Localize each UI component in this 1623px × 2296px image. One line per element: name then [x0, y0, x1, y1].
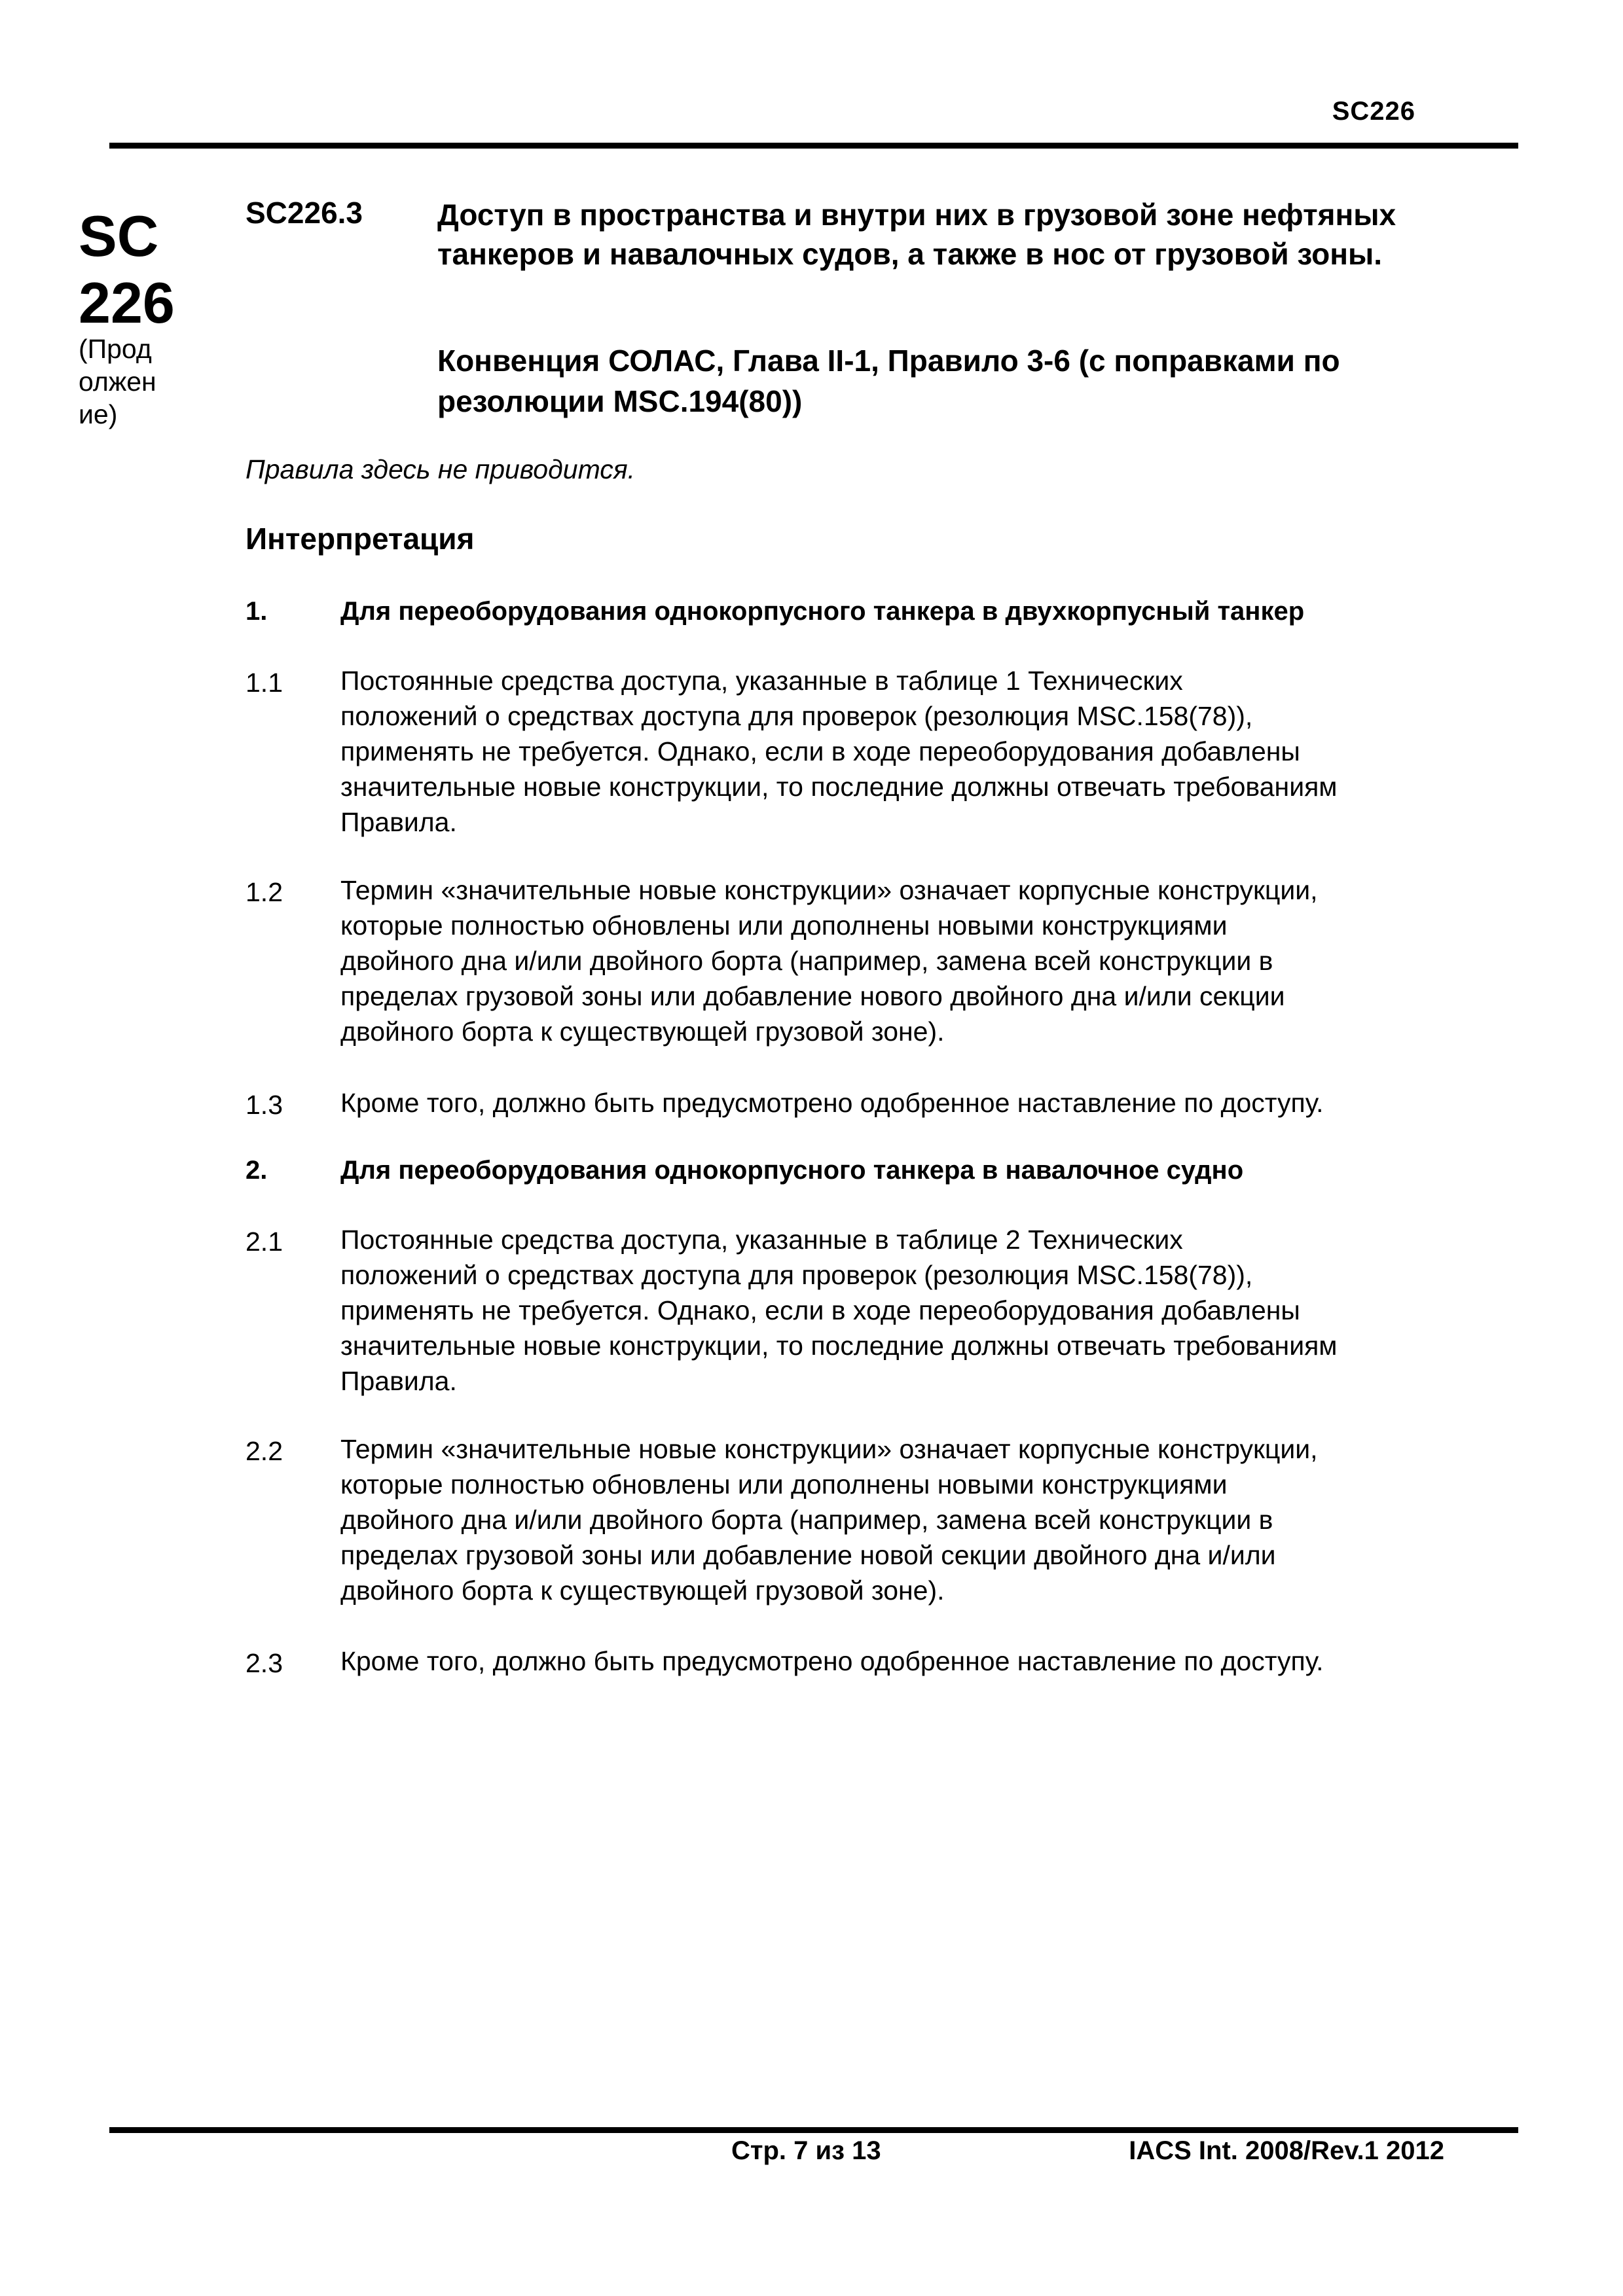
footer-rule [109, 2127, 1518, 2133]
part-heading: Для переоборудования однокорпусного танкера в двухкорпусный танкер [340, 597, 1305, 626]
paragraph-text: Кроме того, должно быть предусмотрено одобренное наставление по доступу. [340, 1646, 1324, 1676]
part-number: 2. [246, 1156, 268, 1185]
paragraph-text: Кроме того, должно быть предусмотрено одобренное наставление по доступу. [340, 1088, 1324, 1118]
paragraph-number: 2.1 [246, 1227, 283, 1257]
paragraph-text: Постоянные средства доступа, указанные в таблице 2 Технических положений о средствах доступа для проверок (резолюция MSC.158(78)), применять не требуется. Однако, если в ходе переоборудования добавлены значительные новые конструкции, то последние должны отвечать требованиям Правила. [340, 1225, 1338, 1396]
side-marker [79, 203, 175, 336]
header-code: SC226 [1332, 97, 1415, 126]
document-reference: IACS Int. 2008/Rev.1 2012 [1129, 2136, 1444, 2165]
paragraph-number: 2.3 [246, 1648, 283, 1678]
section-number: SC226.3 [246, 196, 363, 230]
regulation-note: Правила здесь не приводится. [246, 454, 636, 484]
paragraph-number: 1.2 [246, 877, 283, 907]
side-marker-sc: SC [79, 204, 159, 268]
section-title: Доступ в пространства и внутри них в грузовой зоне нефтяных танкеров и навалочных судов, а также в нос от грузовой зоны. [437, 198, 1396, 271]
page-number: Стр. 7 из 13 [731, 2136, 881, 2165]
paragraph-text: Постоянные средства доступа, указанные в таблице 1 Технических положений о средствах доступа для проверок (резолюция MSC.158(78)), применять не требуется. Однако, если в ходе переоборудования добавлены значительные новые конструкции, то последние должны отвечать требованиям Правила. [340, 666, 1338, 837]
paragraph-text: Термин «значительные новые конструкции» означает корпусные конструкции, которые полностью обновлены или дополнены новыми конструкциями двойного дна и/или двойного борта (например, замена всей конструкции в пределах грузовой зоны или добавление новой секции двойного дна и/или двойного борта к существующей грузовой зоне). [340, 1434, 1318, 1605]
interpretation-heading: Интерпретация [246, 522, 475, 556]
part-heading: Для переоборудования однокорпусного танкера в навалочное судно [340, 1156, 1244, 1185]
side-marker-continued: (Прод олжен ие) [79, 334, 156, 429]
paragraph-number: 2.2 [246, 1436, 283, 1466]
part-number: 1. [246, 597, 268, 626]
paragraph-number: 1.1 [246, 668, 283, 698]
header-rule [109, 143, 1518, 149]
paragraph-number: 1.3 [246, 1090, 283, 1120]
section-convention: Конвенция СОЛАС, Глава II-1, Правило 3-6 (с поправками по резолюции MSC.194(80)) [437, 344, 1340, 418]
paragraph-text: Термин «значительные новые конструкции» означает корпусные конструкции, которые полностью обновлены или дополнены новыми конструкциями двойного дна и/или двойного борта (например, замена всей конструкции в пределах грузовой зоны или добавление нового двойного дна и/или секции двойного борта к существующей грузовой зоне). [340, 875, 1318, 1047]
side-marker-number: 226 [79, 270, 175, 335]
